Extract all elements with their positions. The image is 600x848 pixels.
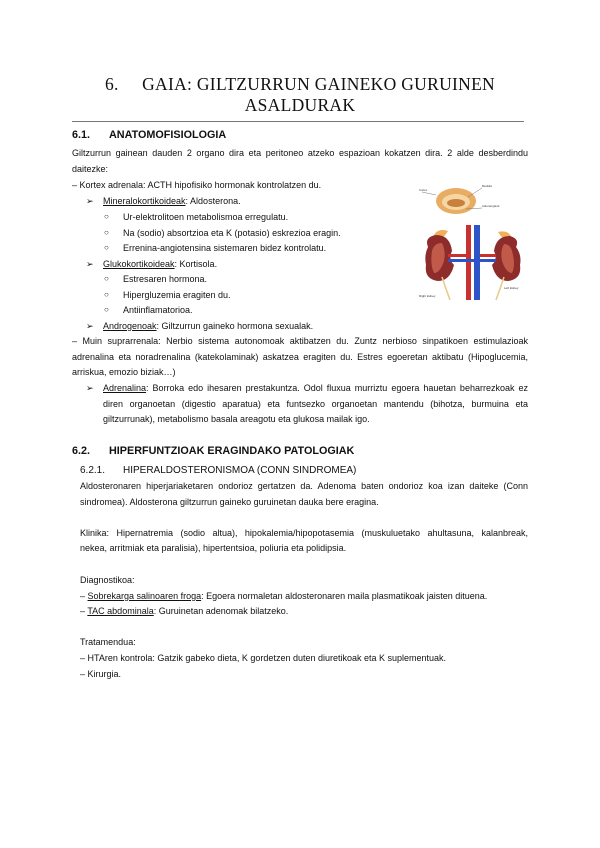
- section-title: ANATOMOFISIOLOGIA: [109, 129, 227, 141]
- section-number: 6.1.: [72, 129, 91, 141]
- figure-label-medulla: Medulla: [482, 184, 492, 188]
- title-line-2: ASALDURAK: [244, 95, 356, 115]
- intro-line-1: Giltzurrun gainean dauden 2 organo dira eta peritoneo atzeko espazioan kokatzen dira. 2 alde desberdindu: [72, 148, 528, 158]
- diagnostikoa-title: Diagnostikoa:: [80, 575, 135, 585]
- adren-line-1: Adrenalina: Borroka edo ihesaren prestakuntza. Odol fluxua murriztu egoera hauetan beharrezkoak ez: [103, 383, 528, 393]
- tratamendua-title: Tratamendua:: [80, 637, 136, 647]
- diagnostic-item-1: – Sobrekarga salinoaren froga: Egoera normaletan aldosteronaren maila plasmatikoak jaisten dituena.: [80, 591, 488, 601]
- intro-line-2: daitezke:: [72, 164, 109, 174]
- mineral-subitem-2: Na (sodio) absortzioa eta K (potasio) eskrezioa eragin.: [123, 228, 341, 238]
- klinika-line-1: Klinika: Hipernatremia (sodio altua), hipokalemia/hipopotasemia (muskuluetako ahultasuna, kalanbreak,: [80, 528, 528, 538]
- circle-bullet-icon: ○: [104, 274, 109, 283]
- arrow-bullet-icon: ➢: [86, 259, 94, 269]
- circle-bullet-icon: ○: [104, 305, 109, 314]
- andro-label: Androgenoak: [103, 321, 157, 331]
- mineral-item: Mineralokortikoideak: Aldosterona.: [103, 196, 241, 206]
- klinika-line-2: nekea, arritmiak eta paralisia), hipertentsioa, poliuria eta polidipsia.: [80, 543, 347, 553]
- section-title: HIPERFUNTZIOAK ERAGINDAKO PATOLOGIAK: [109, 445, 355, 457]
- gluko-subitem-3: Antiinflamatorioa.: [123, 305, 193, 315]
- gluko-subitem-2: Hipergluzemia eragiten du.: [123, 290, 231, 300]
- section-heading-6-1: [72, 129, 226, 141]
- section-number: 6.2.: [72, 445, 91, 457]
- figure-label-cortex: Cortex: [419, 188, 428, 192]
- page-title: [60, 74, 540, 116]
- gluko-item: Glukokortikoideak: Kortisola.: [103, 259, 218, 269]
- diagnostic-test-label: Sobrekarga salinoaren froga: [87, 591, 202, 601]
- circle-bullet-icon: ○: [104, 290, 109, 299]
- mineral-label: Mineralokortikoideak: [103, 196, 186, 206]
- subsection-title: HIPERALDOSTERONISMOA (CONN SINDROMEA): [123, 465, 357, 476]
- andro-item: Androgenoak: Giltzurrun gaineko hormona sexualak.: [103, 321, 314, 331]
- subsection-number: 6.2.1.: [80, 465, 106, 476]
- figure-label-right-kidney: Right kidney: [419, 294, 436, 298]
- gluko-label: Glukokortikoideak: [103, 259, 175, 269]
- adrenal-gland-section: [436, 188, 476, 214]
- circle-bullet-icon: ○: [104, 228, 109, 237]
- mineral-subitem-1: Ur-elektrolitoen metabolismoa erregulatu.: [123, 212, 289, 222]
- figure-label-adrenal: Adrenal gland: [482, 204, 500, 208]
- adren-label: Adrenalina: [103, 383, 147, 393]
- adrenal-kidney-illustration: [418, 181, 527, 300]
- conn-paragraph-line-2: sindromea). Aldosterona giltzurrun gaineko guruinetan dauka bere eragina.: [80, 497, 379, 507]
- circle-bullet-icon: ○: [104, 212, 109, 221]
- arrow-bullet-icon: ➢: [86, 321, 94, 331]
- muin-line-1: – Muin suprarrenala: Nerbio sistema autonomoak aktibatzen du. Zuntz nerbioso sinpatikoen estimulazioak: [72, 336, 528, 346]
- muin-line-3: arriskua, emozio biziak…): [72, 367, 176, 377]
- gluko-subitem-1: Estresaren hormona.: [123, 274, 208, 284]
- arrow-bullet-icon: ➢: [86, 383, 94, 393]
- adren-line-3: giltzurrunak), metabolismo basala areagotu eta glukosa mailak igo.: [103, 414, 370, 424]
- chapter-number: 6.: [104, 74, 119, 94]
- subsection-heading-6-2-1: [80, 465, 356, 476]
- mineral-subitem-3: Errenina-angiotensina sistemaren bidez kontrolatu.: [123, 243, 327, 253]
- adren-line-2: diren organoetan (digestio aparatua) eta funtsezko organoetan mantendu (bihotza, burmuina eta: [103, 399, 528, 409]
- treatment-item-2: – Kirurgia.: [80, 669, 122, 679]
- treatment-item-1: – HTAren kontrola: Gatzik gabeko dieta, K gordetzen duten diuretikoak eta K suplementuak.: [80, 653, 447, 663]
- arrow-bullet-icon: ➢: [86, 196, 94, 206]
- muin-line-2: adrenalina eta noradrenalina (katekolaminak) askatzea eragiten du. Estres egoeretan aktibatu (Hipoglucemia,: [72, 352, 528, 362]
- title-line-1: GAIA: GILTZURRUN GAINEKO GURUINEN: [142, 74, 495, 94]
- section-heading-6-2: [72, 445, 354, 457]
- figure-label-left-kidney: Left kidney: [504, 286, 519, 290]
- cortex-line: – Kortex adrenala: ACTH hipofisiko hormonak kontrolatzen du.: [72, 180, 322, 190]
- title-divider: [72, 121, 524, 122]
- diagnostic-item-2: – TAC abdominala: Guruinetan adenomak bilatzeko.: [80, 606, 289, 616]
- circle-bullet-icon: ○: [104, 243, 109, 252]
- conn-paragraph-line-1: Aldosteronaren hiperjariaketaren ondorioz gertatzen da. Adenoma baten ondorioz koa izan daiteke (Conn: [80, 481, 528, 491]
- diagnostic-test-label: TAC abdominala: [87, 606, 154, 616]
